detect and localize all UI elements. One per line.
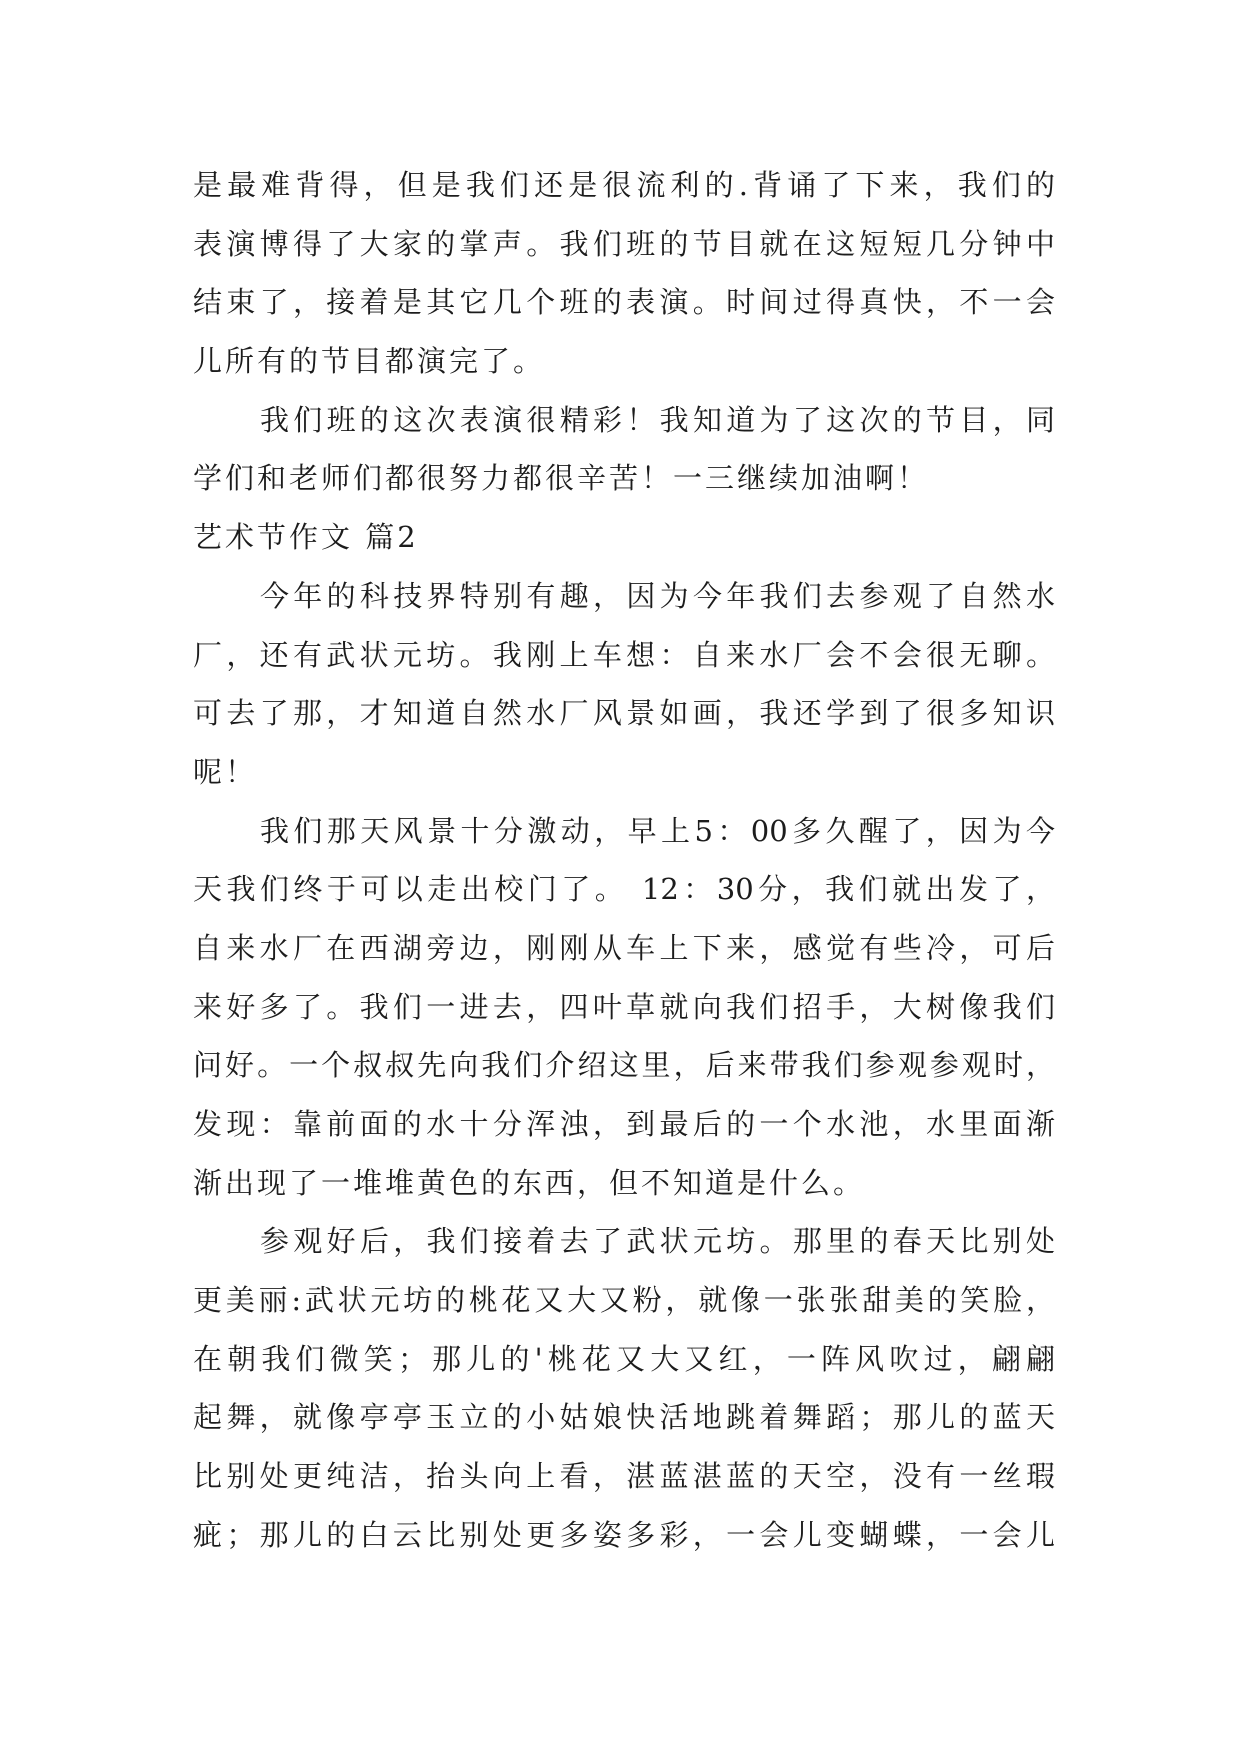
body-line: 问好。一个叔叔先向我们介绍这里，后来带我们参观参观时， xyxy=(193,1048,1055,1083)
body-line: 可去了那，才知道自然水厂风景如画，我还学到了很多知识 xyxy=(193,696,1055,731)
paragraph xyxy=(193,802,1055,1213)
body-line: 儿所有的节目都演完了。 xyxy=(193,344,546,379)
body-line: 我们那天风景十分激动，早上5：00多久醒了，因为今 xyxy=(260,813,1055,848)
document-body xyxy=(193,156,1055,1565)
body-line: 呢！ xyxy=(193,754,258,789)
body-line: 自来水厂在西湖旁边，刚刚从车上下来，感觉有些冷，可后 xyxy=(193,930,1055,965)
body-line: 起舞，就像亭亭玉立的小姑娘快活地跳着舞蹈；那儿的蓝天 xyxy=(193,1400,1055,1435)
body-line: 结束了，接着是其它几个班的表演。时间过得真快，不一会 xyxy=(193,285,1055,320)
paragraph xyxy=(193,1212,1055,1564)
body-line: 比别处更纯洁，抬头向上看，湛蓝湛蓝的天空，没有一丝瑕 xyxy=(193,1459,1055,1494)
body-line: 表演博得了大家的掌声。我们班的节目就在这短短几分钟中 xyxy=(193,226,1055,261)
body-line: 来好多了。我们一进去，四叶草就向我们招手，大树像我们 xyxy=(193,989,1055,1024)
body-line: 厂，还有武状元坊。我刚上车想：自来水厂会不会很无聊。 xyxy=(193,637,1055,672)
paragraph xyxy=(193,567,1055,802)
body-line: 学们和老师们都很努力都很辛苦！一三继续加油啊！ xyxy=(193,461,930,496)
body-line: 疵；那儿的白云比别处更多姿多彩，一会儿变蝴蝶，一会儿 xyxy=(193,1517,1055,1552)
body-line: 我们班的这次表演很精彩！我知道为了这次的节目，同 xyxy=(260,402,1055,437)
body-line: 发现：靠前面的水十分浑浊，到最后的一个水池，水里面渐 xyxy=(193,1107,1055,1141)
body-line: 更美丽:武状元坊的桃花又大又粉，就像一张张甜美的笑脸， xyxy=(193,1283,1055,1318)
body-line: 在朝我们微笑；那儿的'桃花又大又红，一阵风吹过，翩翩 xyxy=(193,1341,1055,1376)
body-line: 今年的科技界特别有趣，因为今年我们去参观了自然水 xyxy=(260,578,1055,613)
paragraph xyxy=(193,156,1055,391)
body-line: 渐出现了一堆堆黄色的东西，但不知道是什么。 xyxy=(193,1165,866,1200)
body-line: 是最难背得，但是我们还是很流利的.背诵了下来，我们的 xyxy=(193,168,1055,202)
paragraph xyxy=(193,391,1055,508)
body-line: 参观好后，我们接着去了武状元坊。那里的春天比别处 xyxy=(260,1224,1055,1259)
body-line: 天我们终于可以走出校门了。 12：30分，我们就出发了， xyxy=(193,872,1055,907)
section-heading: 艺术节作文 篇2 xyxy=(193,520,419,555)
